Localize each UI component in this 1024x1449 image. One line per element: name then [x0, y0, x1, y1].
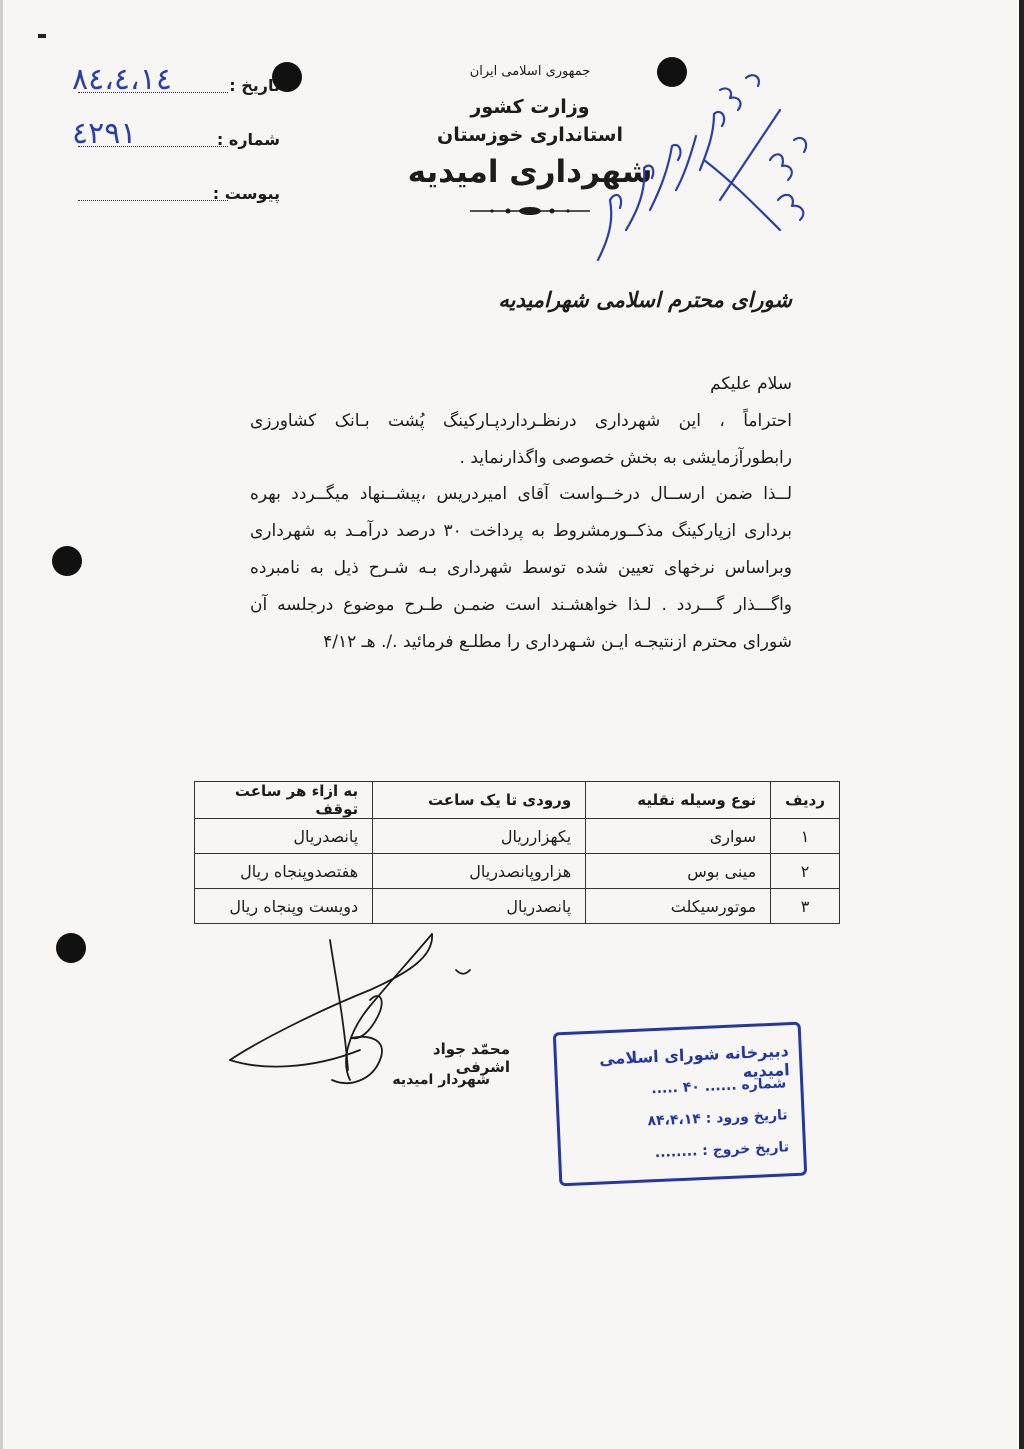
- letterhead-ministry: وزارت کشور: [470, 96, 590, 118]
- letterhead-municipality: شهرداری امیدیه: [407, 154, 653, 190]
- stamp-title: دبیرخانه شورای اسلامی امیدیه: [598, 1041, 791, 1082]
- table-cell: یکهزارریال: [373, 819, 586, 854]
- attachment-field: [66, 176, 286, 216]
- signatory-name: محمّد جواد اشرفی: [432, 1040, 510, 1076]
- number-handwritten: ٤٢٩١: [72, 116, 137, 151]
- stamp-exit-date-line: تاریخ خروج : ........: [654, 1139, 790, 1162]
- table-cell: پانصدریال: [373, 889, 586, 924]
- letter-body: [250, 366, 792, 660]
- signatory-title: شهردار امیدیه: [392, 1072, 490, 1088]
- table-header-cell: نوع وسیله نقلیه: [586, 782, 771, 819]
- handwritten-referral-note: [580, 50, 840, 290]
- table-cell: هفتصدوپنجاه ریال: [195, 854, 373, 889]
- page-right-edge: [1019, 0, 1024, 1449]
- letter-addressee: شورای محترم اسلامی شهرامیدیه: [498, 288, 792, 312]
- letterhead-republic: جمهوری اسلامی ایران: [469, 64, 591, 79]
- table-row: [195, 889, 840, 924]
- table-header-cell: به ازاء هر ساعت توقف: [195, 782, 373, 819]
- parking-fee-table: [194, 781, 840, 924]
- ornament-divider-icon: [470, 203, 590, 219]
- table-row: [195, 854, 840, 889]
- table-header-row: [195, 782, 840, 819]
- attachment-label: پیوست :: [212, 184, 280, 203]
- page-left-edge: [0, 0, 3, 1449]
- table-cell: سواری: [586, 819, 771, 854]
- attachment-dotted-line: [78, 200, 228, 201]
- table-cell: هزاروپانصدریال: [373, 854, 586, 889]
- letter-paragraph-1: احتراماً ، این شهرداری درنظـردارد‌پـارکینگ پُشت بـانک کشاورزی رابطورآزمایشی به بخش خصوصی واگذارنماید .: [250, 410, 792, 468]
- scan-mark: [38, 34, 46, 38]
- table-cell: ۳: [771, 889, 840, 924]
- punch-hole-middle: [52, 546, 82, 576]
- table-cell: مینی بوس: [586, 854, 771, 889]
- punch-hole-lower: [56, 933, 86, 963]
- table-cell: دویست وپنجاه ریال: [195, 889, 373, 924]
- number-field: [66, 116, 286, 162]
- date-field: [66, 62, 286, 108]
- letter-greeting: سلام علیکم: [710, 374, 792, 394]
- letter-paragraph-2: لــذا ضمن ارســال درخــواست آقای امیردریس ،پیشــنهاد میگــردد بهره برداری ازپارکینگ مذکــورمشروط به پرداخت ۳۰ درصد درآمـد به شهرداری وبراساس نرخهای تعیین شده توسط شهرداری بـه شـرح ذیل به نامبرده واگـــذار گـــردد . لـذا خواهشـند است ضمـن طـرح موضوع درجلسه آن شورای محترم ازنتیجـه ایـن شـهرداری را مطلـع فرمائید ./. هـ ۴/۱۲: [250, 484, 793, 652]
- table-cell: ۱: [771, 819, 840, 854]
- date-label: تاریخ :: [229, 76, 280, 95]
- table-row: [195, 819, 840, 854]
- stamp-number-line: شماره ...... ۴۰ .....: [651, 1075, 787, 1098]
- date-handwritten: ۸٤،٤،١٤: [72, 62, 172, 97]
- table-header-cell: ورودی تا یک ساعت: [373, 782, 586, 819]
- table-header-cell: ردیف: [771, 782, 840, 819]
- table-cell: پانصدریال: [195, 819, 373, 854]
- number-label: شماره :: [216, 130, 280, 149]
- registry-stamp: [553, 1022, 807, 1187]
- letterhead-governorate: استانداری خوزستان: [436, 124, 623, 146]
- table-cell: موتورسیکلت: [586, 889, 771, 924]
- stamp-entry-date-line: تاریخ ورود : ۸۴،۴،۱۴: [647, 1107, 788, 1130]
- table-cell: ۲: [771, 854, 840, 889]
